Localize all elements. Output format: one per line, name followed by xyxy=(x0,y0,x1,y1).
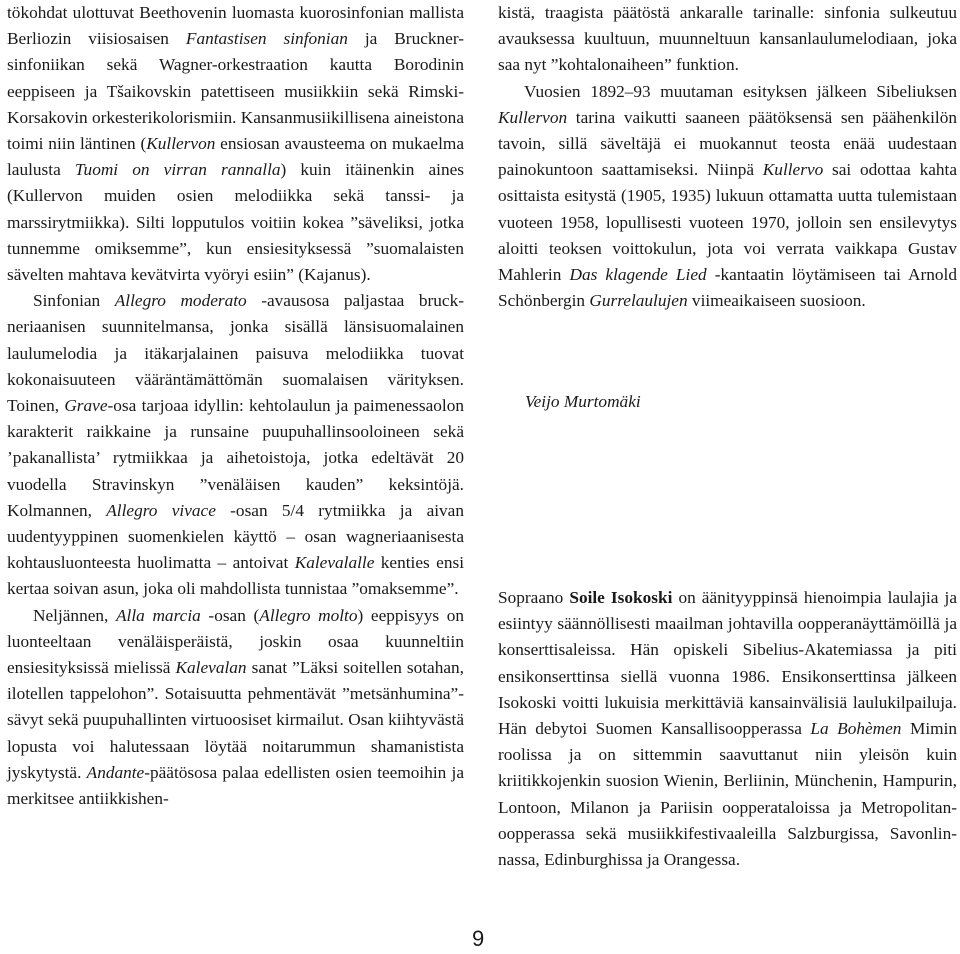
text-run: -osan 5/4 rytmiikka ja aivan uudentyyppinen suomenkielen käyttö – osan wagneriaanisesta kohtausluonteesta huolimatta – antoivat xyxy=(7,500,464,573)
right-text-column xyxy=(498,0,957,314)
text-run: viimeaikaiseen suosioon. xyxy=(687,291,866,311)
text-run: -osan ( xyxy=(200,605,260,625)
italic-text-run: Das klagende Lied xyxy=(569,265,707,285)
italic-text-run: Grave xyxy=(64,396,108,416)
text-run: sanat ”Läksi soitellen sotahan, ilotellen tappelohon”. Sotaisuutta pehmentävät ”metsänhumina”-sävyt sekä puupuhallinten virtuoosiset kirmailut. Osan kiihtyvästä lopusta voi halutessaan löytää noitarummun shamanistista jyskytystä. xyxy=(7,658,465,782)
bold-text-run: Soile Isokoski xyxy=(569,588,673,607)
italic-text-run: Allegro moderato xyxy=(114,291,247,311)
text-run: kistä, traagista päätöstä ankaralle tarinalle: sinfonia sulkeutuu avauksessa kuultuun, muunneltuun kansanlaulumelodiaan, joka saa nyt ”kohtalonaiheen” funktion. xyxy=(498,3,957,75)
italic-text-run: Kullervon xyxy=(498,107,568,127)
left-paragraph xyxy=(7,0,464,288)
text-run: ) eeppisyys on luonteeltaan venäläisperäistä, joskin osaa kuunneltiin ensiesityksissä mielissä xyxy=(7,605,465,678)
italic-text-run: Kalevalalle xyxy=(294,553,375,573)
text-run: kenties ensi kertaa soivan asun, joka oli mahdollista tunnistaa ”omaksemme”. xyxy=(7,553,464,599)
right-paragraph xyxy=(498,0,957,79)
left-paragraph xyxy=(7,603,464,813)
italic-text-run: Allegro vivace xyxy=(106,500,216,520)
artist-biography xyxy=(498,585,957,873)
right-paragraph xyxy=(498,79,957,315)
italic-text-run: Allegro molto xyxy=(259,605,358,625)
text-run: -osa tarjoaa idyllin: kehtolaulun ja paimenessaolon karakterit raikkaine ja runsaine puupuhallinsooloineen sekä ’pakanallista’ rytmiikkaa ja aihetoistoja, jotka edeltävät 20 vuodella Stravinskyn ”venäläisen kauden” keksintöjä. Kolmannen, xyxy=(7,396,464,520)
text-run: Vuosien 1892–93 muutaman esityksen jälkeen Sibeliuksen xyxy=(524,81,957,101)
text-run: Neljännen, xyxy=(33,605,116,625)
text-run: ja Bruckner-sinfoniikan sekä Wagner-orkestraation kautta Borodinin eeppiseen ja Tšaikovskin patettiseen musiikkiin sekä Rimski-Korsakovin orkesterikolorismiin. Kansanmusiikillisena aineistona toimi niin läntinen ( xyxy=(7,29,464,154)
italic-text-run: Gurrelaulujen xyxy=(589,291,688,311)
text-run: tökohdat ulottuvat Beethovenin luomasta kuorosinfonian mallista Berliozin viisiosaisen xyxy=(7,3,464,49)
left-paragraph xyxy=(7,288,464,602)
text-run: Mimin roolissa ja on sittemmin saavuttanut niin yleisön kuin kriitikkojenkin suosion Wienin, Berliinin, Münchenin, Hampurin, Lontoon, Milanon ja Pariisin oopperataloissa ja Metropolitan-oopperassa sekä musiikkifestivaaleilla Salzburgissa, Savonlinnassa, Edinburghissa ja Orangessa. xyxy=(498,719,958,870)
text-run: -kantaatin löytämiseen tai Arnold Schönbergin xyxy=(498,265,957,311)
left-text-column xyxy=(7,0,464,812)
page-number: 9 xyxy=(472,926,485,951)
text-run: tarina vaikutti saaneen päätöksensä sen päähenkilön tavoin, sillä säveltäjä ei muokannut teosta enää uudestaan painokuntoon saattamiseksi. Niinpä xyxy=(498,107,957,180)
italic-text-run: Fantastisen sinfonian xyxy=(185,29,348,49)
text-run: Sopraano xyxy=(498,588,570,607)
text-run: ) kuin itäinenkin aines (Kullervon muiden osien melodiikka sekä tanssi- ja marssirytmiikka). Silti lopputulos voitiin kokea ”säveliksi, jotka tunnemme omiksemme”, kun ensiesityksessä ”suomalaisten sävelten mahtava kevätvirta vyöryi esiin” (Kajanus). xyxy=(7,160,464,285)
author-signature: Veijo Murtomäki xyxy=(525,392,641,411)
italic-text-run: Kalevalan xyxy=(175,658,247,678)
italic-text-run: Kullervon xyxy=(146,134,216,154)
italic-text-run: Andante xyxy=(86,762,145,782)
text-run: sai odottaa kahta osittaista esitystä (1905, 1935) lukuun ottamatta uutta tulemistaan vuoteen 1958, lopullisesti vuoteen 1970, jolloin sen ensilevytys aloitti teoksen voittokulun, jota voi verrata vaikkapa Gustav Mahlerin xyxy=(498,160,957,285)
text-run: Sinfonian xyxy=(33,291,115,311)
text-run: -avausosa paljastaa bruckneriaanisen suunnitelmansa, jonka sisällä länsisuomalainen laulumelodia ja itäkarjalainen paisuva melodiikka tuovat kokonaisuuteen vääräntämättömän suomalaisen värityksen. Toinen, xyxy=(7,291,464,416)
italic-text-run: La Bohèmen xyxy=(810,719,902,739)
italic-text-run: Tuomi on virran rannalla xyxy=(74,160,281,180)
italic-text-run: Alla marcia xyxy=(116,605,201,625)
italic-text-run: Kullervo xyxy=(762,160,824,180)
text-run: on äänityyppinsä hienoimpia laulajia ja esiintyy säännöllisesti maailman johtavilla oopperanäyttämöillä ja konserttisaleissa. Hän opiskeli Sibelius-Akatemiassa ja piti ensikonserttinsa siellä vuonna 1986. Ensikonserttinsa jälkeen Isokoski voitti lukuisia merkittäviä kansainvälisiä laulukilpailuja. Hän debytoi Suomen Kansallisoopperassa xyxy=(498,588,957,739)
text-run: -päätösosa palaa edellisten osien teemoihin ja merkitsee antiikkishen- xyxy=(7,762,464,809)
text-run: ensiosan avausteema on mukaelma laulusta xyxy=(7,134,464,180)
